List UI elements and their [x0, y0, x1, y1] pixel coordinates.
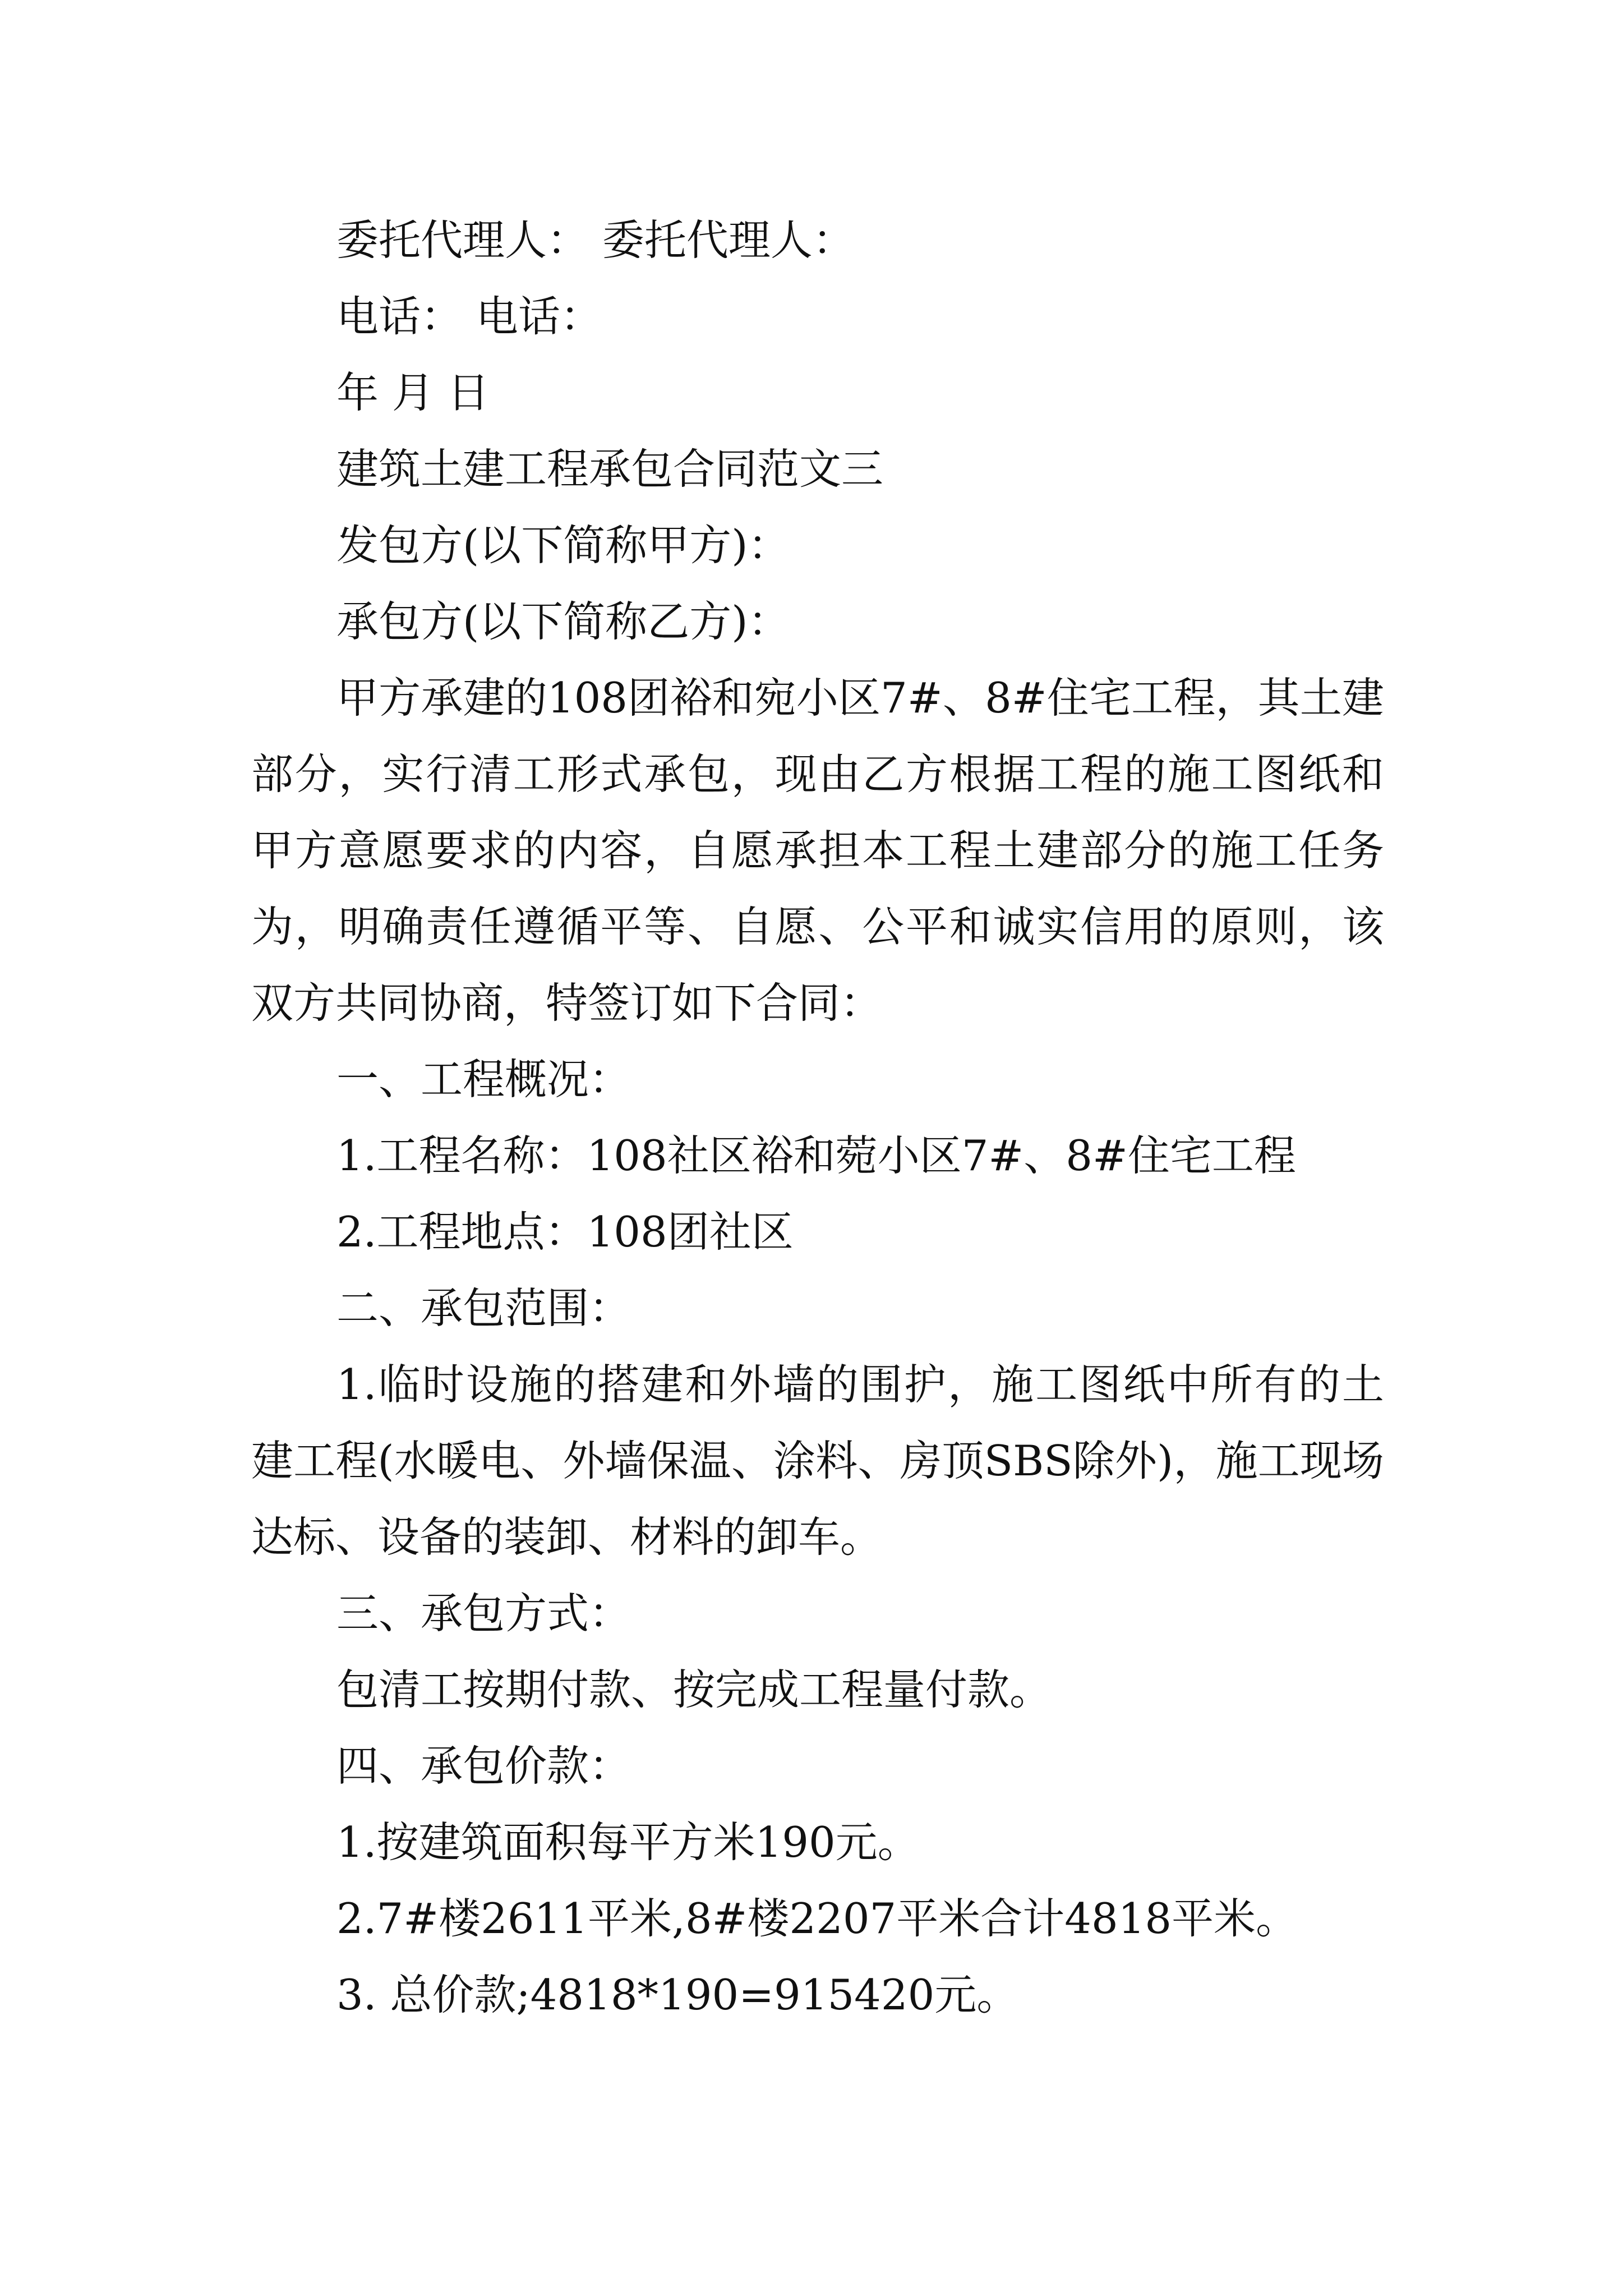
- party-a-line: 发包方(以下简称甲方)：: [336, 521, 790, 570]
- date-line: 年 月 日: [336, 368, 490, 417]
- section-2-item-1: 1.临时设施的搭建和外墙的围护，施工图纸中所有的土建工程(水暖电、外墙保温、涂料、房顶SBS除外)，施工现场达标、设备的装卸、材料的卸车。: [251, 1360, 1384, 1562]
- section-4-item-3: 3. 总价款;4818*190=915420元。: [336, 1970, 1019, 2019]
- section-3-body: 包清工按期付款、按完成工程量付款。: [336, 1665, 1052, 1714]
- agent-line: 委托代理人： 委托代理人：: [336, 215, 855, 265]
- section-4-item-1: 1.按建筑面积每平方米190元。: [336, 1818, 920, 1867]
- phone-line: 电话： 电话：: [336, 292, 602, 341]
- section-4-item-2: 2.7#楼2611平米,8#楼2207平米合计4818平米。: [336, 1894, 1298, 1943]
- section-2-heading: 二、承包范围：: [336, 1283, 631, 1333]
- intro-paragraph: 甲方承建的108团裕和宛小区7#、8#住宅工程，其土建部分，实行清工形式承包，现由乙方根据工程的施工图纸和甲方意愿要求的内容，自愿承担本工程土建部分的施工任务为，明确责任遵循平等、自愿、公平和诚实信用的原则，该双方共同协商，特签订如下合同：: [251, 673, 1384, 1028]
- section-4-heading: 四、承包价款：: [336, 1741, 631, 1791]
- section-1-item-1: 1.工程名称：108社区裕和菀小区7#、8#住宅工程: [336, 1131, 1296, 1180]
- party-b-line: 承包方(以下简称乙方)：: [336, 597, 790, 646]
- document-body: [251, 202, 1384, 2033]
- document-title: 建筑土建工程承包合同范文三: [336, 444, 884, 494]
- section-1-item-2: 2.工程地点：108团社区: [336, 1207, 794, 1257]
- section-3-heading: 三、承包方式：: [336, 1589, 631, 1638]
- section-1-heading: 一、工程概况：: [336, 1055, 631, 1104]
